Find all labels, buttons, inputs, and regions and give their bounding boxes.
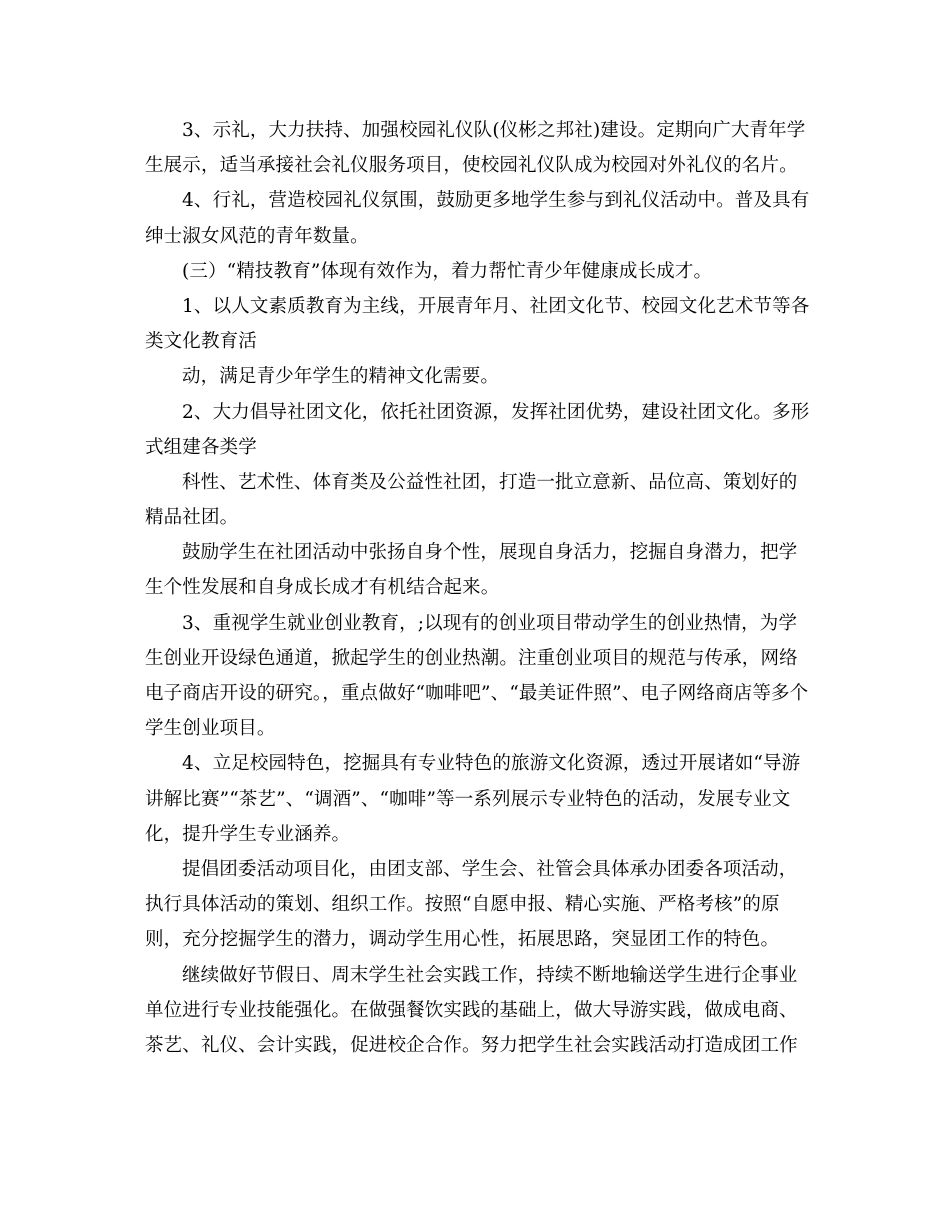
text-line: (三）“精技教育”体现有效作为，着力帮忙青少年健康成长成才。 <box>182 260 713 282</box>
text-line: 讲解比赛”“茶艺”、“调酒”、“咖啡”等一系列展示专业特色的活动，发展专业文 <box>145 788 791 810</box>
text-line: 动，满足青少年学生的精神文化需要。 <box>182 366 500 388</box>
text-line: 化，提升学生专业涵养。 <box>145 823 351 845</box>
text-line: 提倡团委活动项目化，由团支部、学生会、社管会具体承办团委各项活动， <box>182 858 798 880</box>
text-line: 则，充分挖掘学生的潜力，调动学生用心性，拓展思路，突显团工作的特色。 <box>145 929 780 951</box>
text-line: 3、重视学生就业创业教育，;以现有的创业项目带动学生的创业热情，为学 <box>182 612 798 634</box>
text-line: 1、以人文素质教育为主线，开展青年月、社团文化节、校园文化艺术节等各 <box>182 295 810 317</box>
text-line: 茶艺、礼仪、会计实践，促进校企合作。努力把学生社会实践活动打造成团工作 <box>145 1034 798 1056</box>
text-line: 鼓励学生在社团活动中张扬自身个性，展现自身活力，挖掘自身潜力，把学 <box>182 542 798 564</box>
text-line: 生创业开设绿色通道，掀起学生的创业热潮。注重创业项目的规范与传承，网络 <box>145 647 798 669</box>
text-line: 科性、艺术性、体育类及公益性社团，打造一批立意新、品位高、策划好的 <box>182 471 798 493</box>
text-line: 式组建各类学 <box>145 436 257 458</box>
text-line: 继续做好节假日、周末学生社会实践工作，持续不断地输送学生进行企事业 <box>182 964 798 986</box>
text-line: 类文化教育活 <box>145 331 257 353</box>
text-line: 4、行礼，营造校园礼仪氛围，鼓励更多地学生参与到礼仪活动中。普及具有 <box>182 190 810 212</box>
text-line: 2、大力倡导社团文化，依托社团资源，发挥社团优势，建设社团文化。多形 <box>182 401 810 423</box>
text-line: 单位进行专业技能强化。在做强餐饮实践的基础上，做大导游实践，做成电商、 <box>145 999 798 1021</box>
text-line: 绅士淑女风范的青年数量。 <box>145 225 369 247</box>
text-line: 电子商店开设的研究。，重点做好“咖啡吧”、“最美证件照”、电子网络商店等多个 <box>145 683 809 704</box>
text-line: 执行具体活动的策划、组织工作。按照“自愿申报、精心实施、严格考核”的原 <box>145 894 780 916</box>
text-line: 4、立足校园特色，挖掘具有专业特色的旅游文化资源，透过开展诸如“导游 <box>182 753 801 775</box>
document-body <box>145 113 810 1063</box>
text-line: 学生创业项目。 <box>145 718 276 740</box>
text-line: 生展示，适当承接社会礼仪服务项目，使校园礼仪队成为校园对外礼仪的名片。 <box>145 155 798 177</box>
text-line: 精品社团。 <box>145 507 239 529</box>
text-line: 生个性发展和自身成长成才有机结合起来。 <box>145 577 500 599</box>
text-line: 3、示礼，大力扶持、加强校园礼仪队(仪彬之邦社)建设。定期向广大青年学 <box>182 120 806 141</box>
